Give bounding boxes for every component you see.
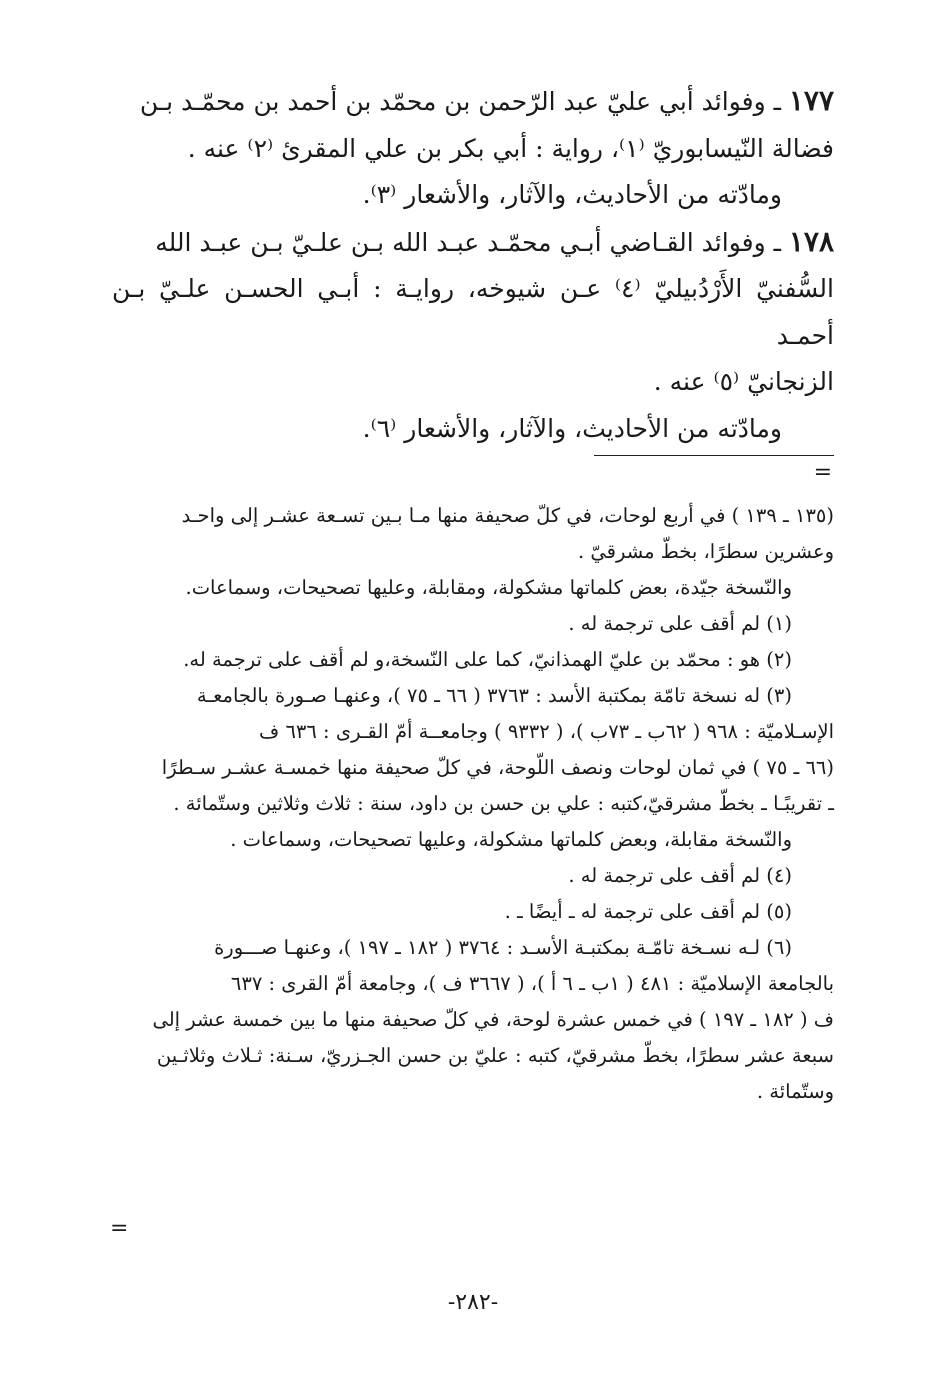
footnote-6: (٦) لـه نسـخة تامّـة بمكتبـة الأسـد : ٣٧٦٤ ( ١٨٢ ـ ١٩٧ )، وعنهـا صـــورة — [214, 936, 792, 959]
entry-text: ـ وفوائد أبي عليّ عبد الرّحمن بن محمّد بن أحمد بن محمّـد بـن — [139, 87, 789, 116]
footnote-line: والنّسخة مقابلة، وبعض كلماتها مشكولة، وعليها تصحيحات، وسماعات . — [230, 828, 792, 851]
main-text — [112, 78, 834, 452]
continuation-mark-bottom: = — [110, 1216, 129, 1241]
page-number: -٢٨٢- — [447, 1290, 499, 1315]
footnote-line: (٦٦ ـ ٧٥ ) في ثمان لوحات ونصف اللّوحة، في كلّ صحيفة منها خمسـة عشـر سـطرًا — [161, 756, 834, 779]
entry-number: ١٧٨ — [788, 224, 834, 258]
entry-177 — [112, 78, 834, 126]
footnote-line: سبعة عشر سطرًا، بخطّ مشرقيّ، كتبه : عليّ بن حسن الجـزريّ، سـنة: ثـلاث وثلاثـين — [156, 1044, 834, 1067]
footnote-line: ـ تقريبًـا ـ بخطّ مشرقيّ،كتبه : علي بن حسن بن داود، سنة : ثلاث وثلاثين وستّمائة . — [173, 792, 834, 815]
footnote-line: وعشرين سطرًا، بخطّ مشرقيّ . — [578, 540, 834, 563]
footnote-line: الإسـلاميّة : ٩٦٨ ( ٦٢ب ـ ٧٣ب )، ( ٩٣٣٢ ) وجامعــة أمّ القـرى : ٦٣٦ ف — [259, 720, 834, 743]
entry-text-line: السُّفنيّ الأَرْدُبيليّ ⁽٤⁾ عـن شيوخه، روايـة : أبـي الحسـن علـيّ بـن أحمـد — [112, 274, 834, 350]
footnote-line: ف ( ١٨٢ ـ ١٩٧ ) في خمس عشرة لوحة، في كلّ صحيفة منها ما بين خمسة عشر إلى — [152, 1008, 834, 1031]
entry-content-line: ومادّته من الأحاديث، والآثار، والأشعار ⁽٣⁾. — [362, 180, 782, 209]
entry-text-line: فضالة النّيسابوريّ ⁽١⁾، رواية : أبي بكر بن علي المقرئ ⁽٢⁾ عنه . — [187, 133, 834, 163]
entry-number: ١٧٧ — [788, 84, 834, 117]
footnote-line: والنّسخة جيّدة، بعض كلماتها مشكولة، ومقابلة، وعليها تصحيحات، وسماعات. — [185, 576, 792, 599]
continuation-mark-top: = — [813, 460, 832, 485]
footnote-2: (٢) هو : محمّد بن عليّ الهمذانيّ، كما على النّسخة،و لم أقف على ترجمة له. — [183, 648, 792, 671]
footnote-3: (٣) له نسخة تامّة بمكتبة الأسد : ٣٧٦٣ ( ٦٦ ـ ٧٥ )، وعنهـا صـورة بالجامعـة — [196, 684, 792, 707]
footnote-1: (١) لم أقف على ترجمة له . — [568, 612, 792, 635]
footnote-line: (١٣٥ ـ ١٣٩ ) في أربع لوحات، في كلّ صحيفة منها مـا بـين تسـعة عشـر إلى واحـد — [181, 504, 834, 527]
entry-text-line: الزنجانيّ ⁽٥⁾ عنه . — [653, 367, 834, 396]
footnote-line: وستّمائة . — [756, 1080, 834, 1103]
footnote-5: (٥) لم أقف على ترجمة له ـ أيضًا ـ . — [504, 900, 792, 923]
entry-178 — [112, 219, 834, 267]
entry-content-line: ومادّته من الأحاديث، والآثار، والأشعار ⁽٦⁾. — [362, 413, 782, 443]
entry-text: ـ وفوائد القـاضي أبـي محمّـد عبـد الله بـن علـيّ بـن عبـد الله — [155, 227, 789, 257]
footnote-4: (٤) لم أقف على ترجمة له . — [568, 864, 792, 887]
footnote-divider — [594, 455, 834, 456]
footnote-line: بالجامعة الإسلاميّة : ٤٨١ ( ١ب ـ ٦ أ )، ( ٣٦٦٧ ف )، وجامعة أمّ القرى : ٦٣٧ — [230, 972, 834, 995]
footnotes — [112, 498, 834, 1110]
